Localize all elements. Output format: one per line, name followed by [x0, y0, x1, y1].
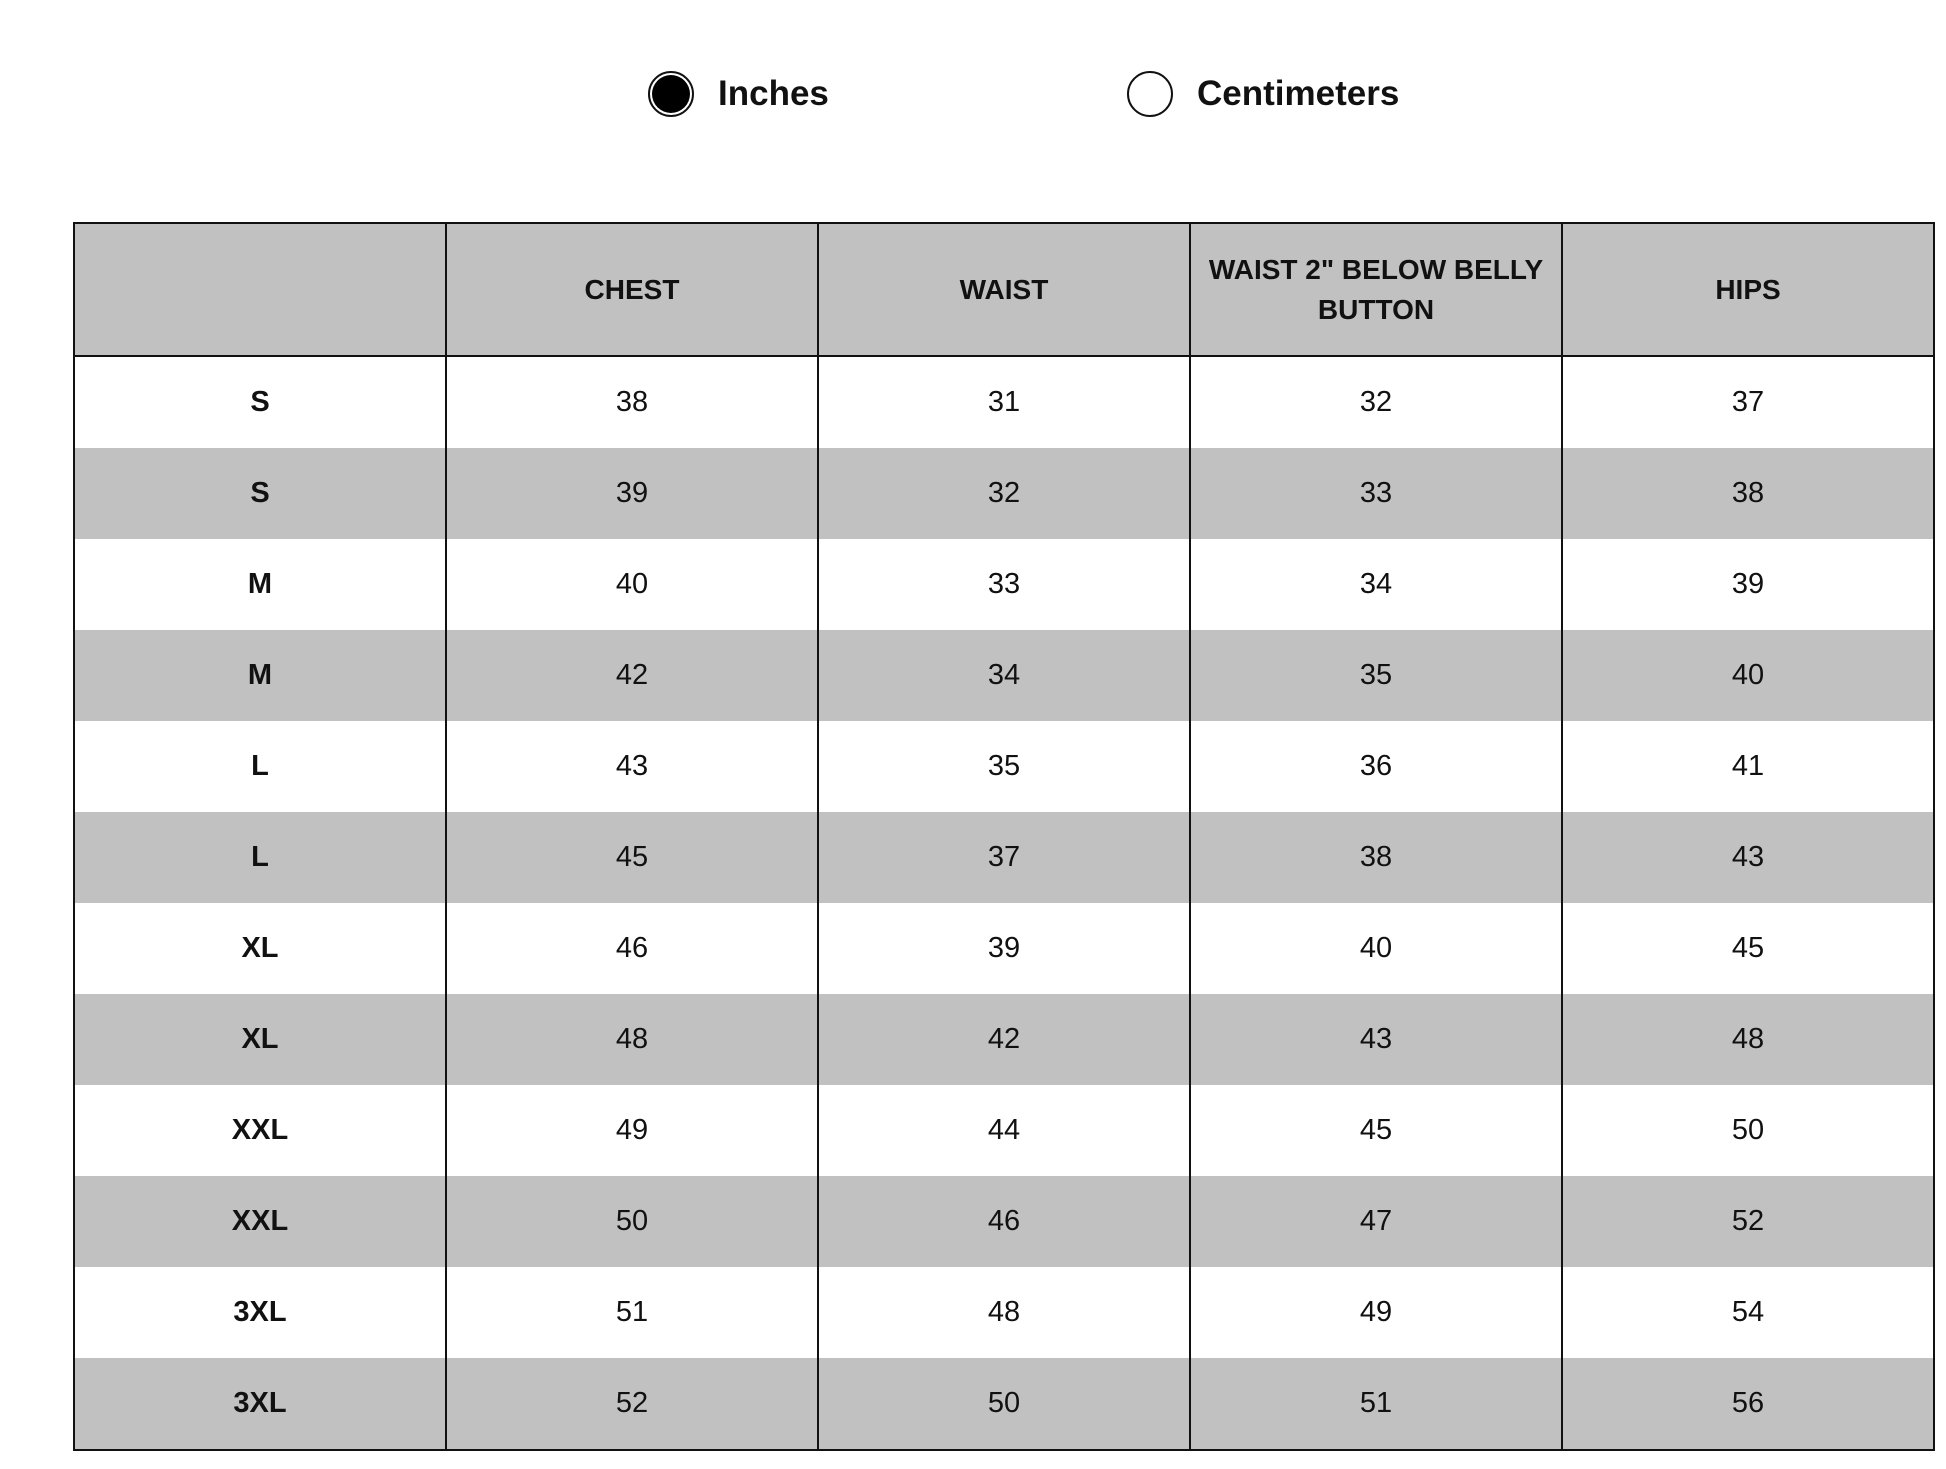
- centimeters-radio-icon[interactable]: [1127, 71, 1173, 117]
- waist-below-cell: 34: [1190, 539, 1562, 630]
- hips-cell: 54: [1562, 1267, 1934, 1358]
- waist-below-cell: 35: [1190, 630, 1562, 721]
- hips-cell: 39: [1562, 539, 1934, 630]
- chest-cell: 49: [446, 1085, 818, 1176]
- size-cell: 3XL: [74, 1358, 446, 1450]
- waist-cell: 46: [818, 1176, 1190, 1267]
- header-waist-below-belly-button: WAIST 2" BELOW BELLY BUTTON: [1190, 223, 1562, 356]
- chest-cell: 46: [446, 903, 818, 994]
- table-row: [74, 1267, 1934, 1358]
- waist-cell: 48: [818, 1267, 1190, 1358]
- size-cell: L: [74, 812, 446, 903]
- chest-cell: 48: [446, 994, 818, 1085]
- header-waist: WAIST: [818, 223, 1190, 356]
- chest-cell: 45: [446, 812, 818, 903]
- inches-radio-icon[interactable]: [648, 71, 694, 117]
- table-row: [74, 812, 1934, 903]
- table-header-row: [74, 223, 1934, 356]
- waist-below-cell: 33: [1190, 448, 1562, 539]
- hips-cell: 37: [1562, 356, 1934, 448]
- hips-cell: 50: [1562, 1085, 1934, 1176]
- waist-cell: 37: [818, 812, 1190, 903]
- table-row: [74, 903, 1934, 994]
- table-row: [74, 1358, 1934, 1450]
- hips-cell: 41: [1562, 721, 1934, 812]
- waist-below-cell: 43: [1190, 994, 1562, 1085]
- size-cell: M: [74, 630, 446, 721]
- waist-cell: 31: [818, 356, 1190, 448]
- hips-cell: 40: [1562, 630, 1934, 721]
- hips-cell: 56: [1562, 1358, 1934, 1450]
- waist-below-cell: 49: [1190, 1267, 1562, 1358]
- table-row: [74, 1176, 1934, 1267]
- chest-cell: 42: [446, 630, 818, 721]
- inches-radio-label[interactable]: Inches: [718, 74, 829, 113]
- table-row: [74, 356, 1934, 448]
- size-cell: XL: [74, 903, 446, 994]
- waist-below-cell: 38: [1190, 812, 1562, 903]
- chest-cell: 52: [446, 1358, 818, 1450]
- waist-cell: 39: [818, 903, 1190, 994]
- size-cell: XXL: [74, 1176, 446, 1267]
- chest-cell: 39: [446, 448, 818, 539]
- waist-cell: 44: [818, 1085, 1190, 1176]
- chest-cell: 50: [446, 1176, 818, 1267]
- table-row: [74, 448, 1934, 539]
- centimeters-radio-option[interactable]: [1127, 64, 1399, 124]
- table-row: [74, 721, 1934, 812]
- waist-cell: 34: [818, 630, 1190, 721]
- centimeters-radio-label[interactable]: Centimeters: [1197, 74, 1400, 113]
- waist-cell: 32: [818, 448, 1190, 539]
- chest-cell: 40: [446, 539, 818, 630]
- waist-below-cell: 47: [1190, 1176, 1562, 1267]
- hips-cell: 52: [1562, 1176, 1934, 1267]
- hips-cell: 48: [1562, 994, 1934, 1085]
- size-cell: S: [74, 448, 446, 539]
- table-row: [74, 1085, 1934, 1176]
- size-chart-table: [73, 222, 1935, 1451]
- unit-toggle: [0, 64, 1946, 124]
- waist-cell: 35: [818, 721, 1190, 812]
- size-cell: S: [74, 356, 446, 448]
- waist-below-cell: 45: [1190, 1085, 1562, 1176]
- header-hips: HIPS: [1562, 223, 1934, 356]
- size-cell: XXL: [74, 1085, 446, 1176]
- waist-cell: 42: [818, 994, 1190, 1085]
- radio-selected-dot: [652, 75, 690, 113]
- waist-below-cell: 51: [1190, 1358, 1562, 1450]
- waist-below-cell: 36: [1190, 721, 1562, 812]
- header-chest: CHEST: [446, 223, 818, 356]
- waist-cell: 50: [818, 1358, 1190, 1450]
- waist-below-cell: 32: [1190, 356, 1562, 448]
- size-cell: M: [74, 539, 446, 630]
- hips-cell: 45: [1562, 903, 1934, 994]
- table-row: [74, 630, 1934, 721]
- waist-cell: 33: [818, 539, 1190, 630]
- chest-cell: 43: [446, 721, 818, 812]
- table-row: [74, 994, 1934, 1085]
- size-cell: XL: [74, 994, 446, 1085]
- table-row: [74, 539, 1934, 630]
- size-cell: 3XL: [74, 1267, 446, 1358]
- inches-radio-option[interactable]: [648, 64, 829, 124]
- hips-cell: 38: [1562, 448, 1934, 539]
- header-size-column: [74, 223, 446, 356]
- hips-cell: 43: [1562, 812, 1934, 903]
- chest-cell: 51: [446, 1267, 818, 1358]
- size-cell: L: [74, 721, 446, 812]
- waist-below-cell: 40: [1190, 903, 1562, 994]
- chest-cell: 38: [446, 356, 818, 448]
